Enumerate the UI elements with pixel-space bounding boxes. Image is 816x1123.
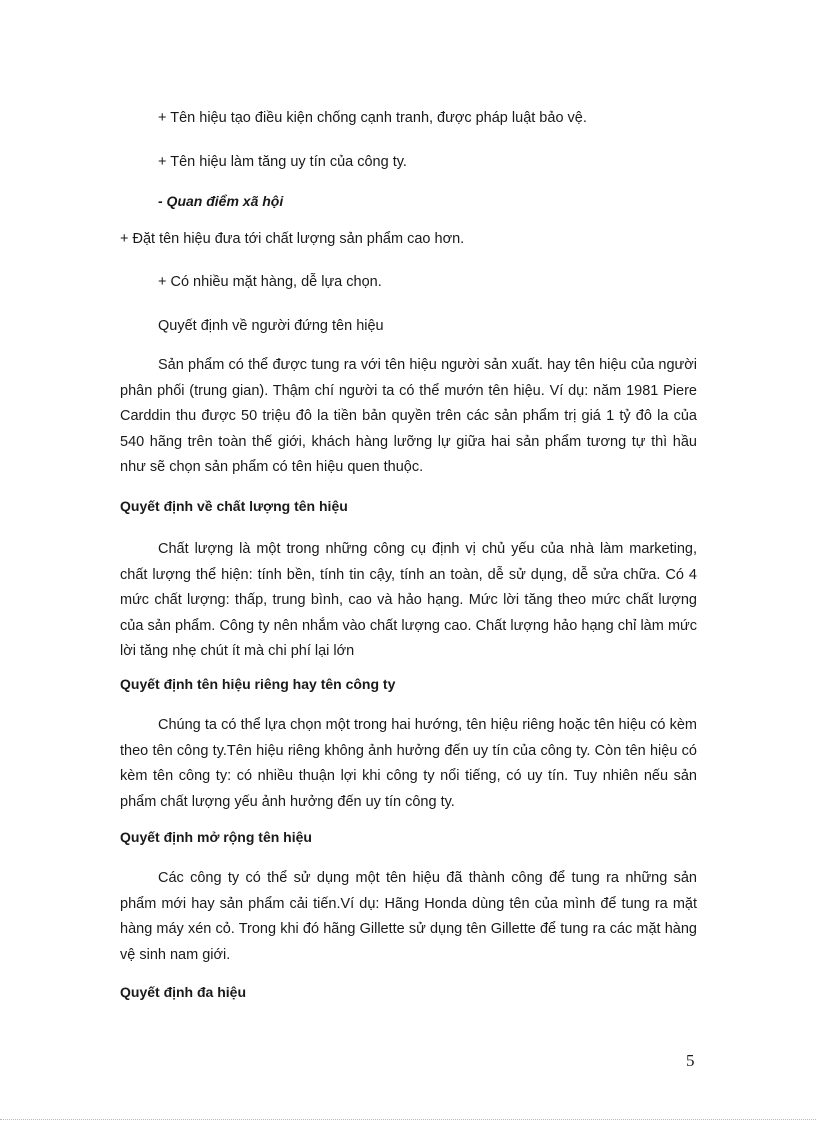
private-brand-paragraph: Chúng ta có thể lựa chọn một trong hai hướng, tên hiệu riêng hoặc tên hiệu có kèm theo tên công ty.Tên hiệu riêng không ảnh hưởng đến uy tín của công ty. Còn tên hiệu có kèm tên công ty: có nhiều thuận lợi khi công ty nổi tiếng, có uy tín. Tuy nhiên nếu sản phẩm chất lượng yếu ảnh hưởng đến uy tín công ty. [120,717,697,810]
quality-paragraph: Chất lượng là một trong những công cụ định vị chủ yếu của nhà làm marketing, chất lượng thể hiện: tính bền, tính tin cậy, tính an toàn, dễ sử dụng, dễ sửa chữa. Có 4 mức chất lượng: thấp, trung bình, cao và hảo hạng. Mức lời tăng theo mức chất lượng của sản phẩm. Công ty nên nhắm vào chất lượng cao. Chất lượng hảo hạng chỉ làm mức lời tăng nhẹ chút ít mà chi phí lại lớn [120,541,697,659]
owner-paragraph: Sản phẩm có thể được tung ra với tên hiệu người sản xuất. hay tên hiệu của người phân phối (trung gian). Thậm chí người ta có thể mướn tên hiệu. Ví dụ: năm 1981 Piere Carddin thu được 50 triệu đô la tiền bản quyền trên các sản phẩm trị giá 1 tỷ đô la của 540 hãng trên toàn thế giới, khách hàng lưỡng lự giữa hai sản phẩm tương tự thì hầu như sẽ chọn sản phẩm có tên hiệu quen thuộc. [120,357,697,475]
page-bottom-rule [0,1119,816,1120]
bullet-competition: + Tên hiệu tạo điều kiện chống cạnh tranh, được pháp luật bảo vệ. [158,110,587,126]
social-view-heading: - Quan điểm xã hội [158,193,284,209]
page-number: 5 [686,1051,695,1070]
quality-heading: Quyết định về chất lượng tên hiệu [120,498,348,514]
bullet-quality: + Đặt tên hiệu đưa tới chất lượng sản phẩm cao hơn. [120,231,465,247]
owner-decision-label: Quyết định về người đứng tên hiệu [158,318,384,334]
extension-heading: Quyết định mở rộng tên hiệu [120,829,312,845]
bullet-choice: + Có nhiều mặt hàng, dễ lựa chọn. [158,274,382,290]
extension-paragraph: Các công ty có thể sử dụng một tên hiệu đã thành công để tung ra những sản phẩm mới hay sản phẩm cải tiến.Ví dụ: Hãng Honda dùng tên của mình để tung ra mặt hàng máy xén cỏ. Trong khi đó hãng Gillette sử dụng tên Gillette để tung ra các mặt hàng vệ sinh nam giới. [120,870,697,963]
bullet-reputation: + Tên hiệu làm tăng uy tín của công ty. [158,154,407,170]
multibrand-heading: Quyết định đa hiệu [120,984,247,1000]
private-brand-heading: Quyết định tên hiệu riêng hay tên công ty [120,676,396,692]
